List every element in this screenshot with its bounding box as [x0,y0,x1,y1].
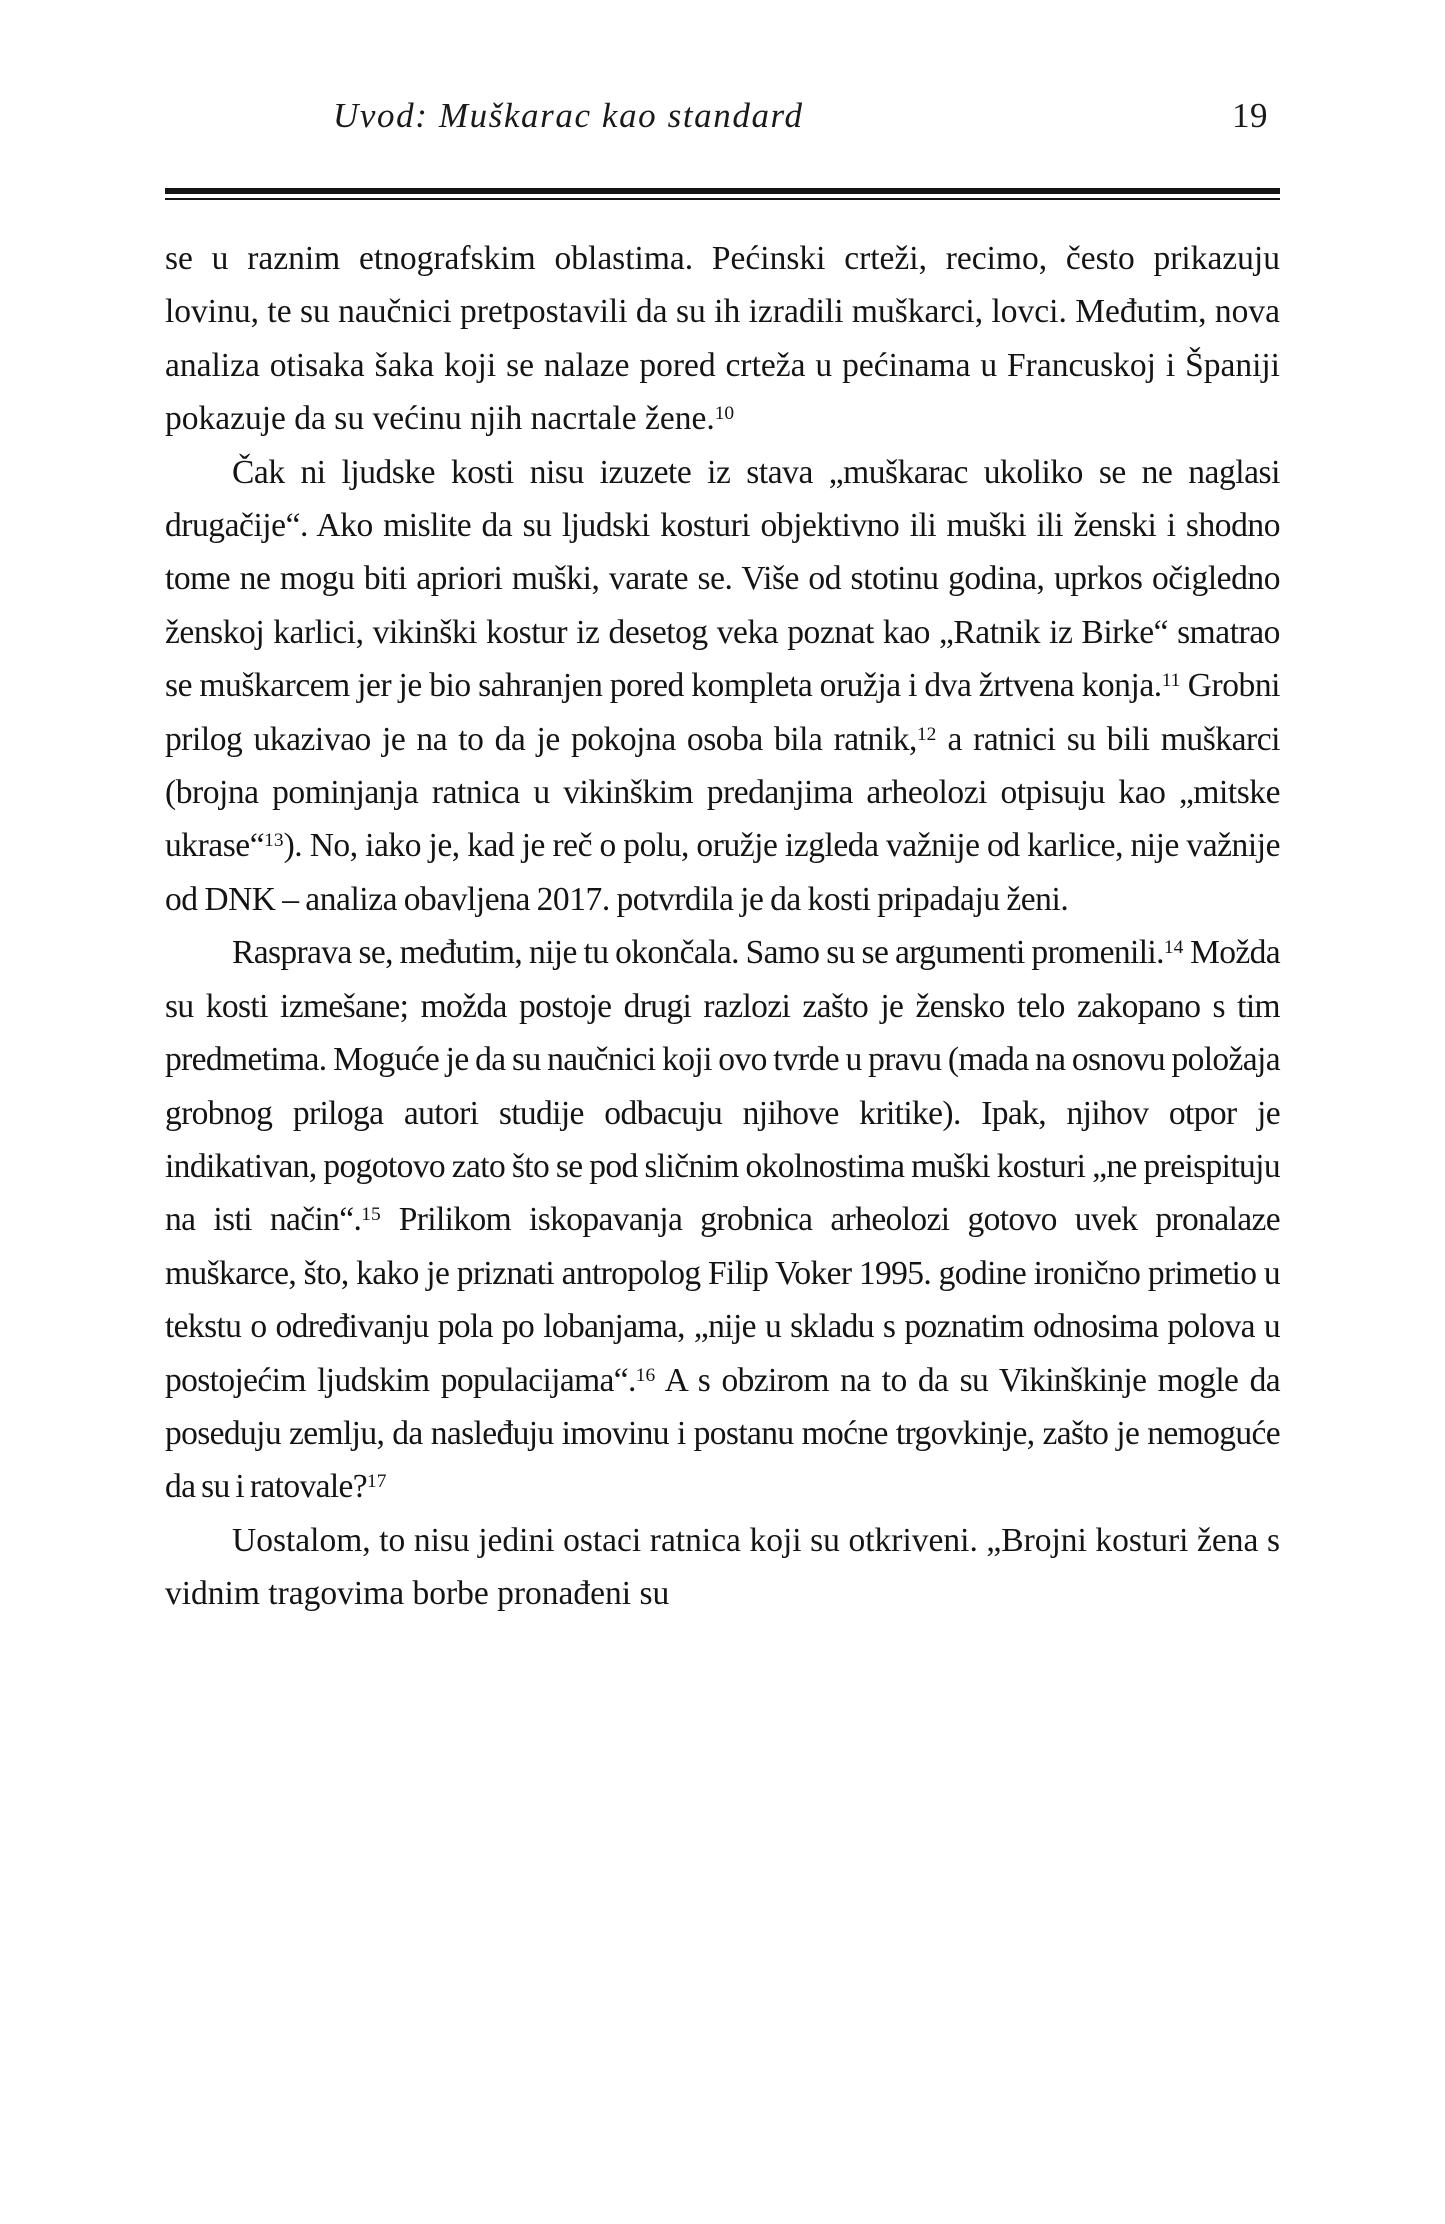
footnote-marker-14[interactable]: 14 [1163,937,1184,959]
body-text [165,232,1280,1621]
running-head [165,96,1280,160]
paragraph-other-remains [165,1514,1280,1621]
footnote-marker-13[interactable]: 13 [264,830,284,852]
paragraph-text: ). No, iako je, kad je reč o polu, oružje izgleda važnije od karlice, nije važnije od DNK – analiza obavljena 2017. potvrdila je da kosti pripadaju ženi. [165,827,1280,918]
footnote-marker-16[interactable]: 16 [635,1364,656,1386]
paragraph-text: Prilikom iskopavanja grobnica arheolozi gotovo uvek pronalaze muškarce, što, kako je priznati antropolog Filip Voker 1995. godine ironično primetio u tekstu o određivanju pola po lobanjama, „nije u skladu s poznatim odnosima polova u postojećim ljudskim populacijama“. [165,1201,1281,1399]
paragraph-cave-drawings [165,232,1280,446]
paragraph-text: A s obzirom na to da su Vikinškinje mogle da poseduju zemlju, da nasleđuju imovinu i postanu moćne trgovkinje, zašto je nemoguće da su i ratovale? [165,1361,1281,1506]
paragraph-debate [165,926,1280,1513]
paragraph-text: se u raznim etnografskim oblastima. Pećinski crteži, recimo, često prikazuju lovinu, te su naučnici pretpostavili da su ih izradili muškarci, lovci. Međutim, nova analiza otisaka šaka koji se nalaze pored crteža u pećinama u Francuskoj i Španiji pokazuje da su većinu njih nacrtale žene. [165,240,1280,438]
footnote-marker-11[interactable]: 11 [1161,670,1181,692]
footnote-marker-10[interactable]: 10 [714,403,735,425]
paragraph-text: Grobni prilog ukazivao je na to da je pokojna osoba bila ratnik, [165,667,1280,758]
paragraph-text: Uostalom, to nisu jedini ostaci ratnica koji su otkriveni. „Brojni kosturi žena s vidnim tragovima borbe pronađeni su [165,1521,1280,1613]
paragraph-text: Čak ni ljudske kosti nisu izuzete iz stava „muškarac ukoliko se ne naglasi drugačije“. Ako mislite da su ljudski kosturi objektivno ili muški ili ženski i shodno tome ne mogu biti apriori muški, varate se. Više od stotinu godina, uprkos očigledno ženskoj karlici, vikinški kostur iz desetog veka poznat kao „Ratnik iz Birke“ smatrao se muškarcem jer je bio sahranjen pored kompleta oružja i dva žrtvena konja. [165,453,1280,705]
paragraph-skeletons [165,446,1280,927]
rule-thin [165,198,1280,200]
paragraph-text: Rasprava se, međutim, nije tu okončala. Samo su se argumenti promenili. [232,934,1164,972]
footnote-marker-15[interactable]: 15 [361,1204,381,1226]
paragraph-text: a ratnici su bili muškarci (brojna pominjanja ratnica u vikinškim predanjima arheolozi otpisuju kao „mitske ukrase“ [165,720,1281,865]
paragraph-text: Možda su kosti izmešane; možda postoje drugi razlozi zašto je žensko telo zakopano s tim predmetima. Moguće je da su naučnici koji ovo tvrde u pravu (mada na osnovu položaja grobnog priloga autori studije odbacuju njihove kritike). Ipak, njihov otpor je indikativan, pogotovo zato što se pod sličnim okolnostima muški kosturi „ne preispituju na isti način“. [165,934,1280,1239]
footnote-marker-17[interactable]: 17 [367,1471,387,1493]
header-double-rule [165,188,1280,200]
footnote-marker-12[interactable]: 12 [916,723,937,745]
page-number: 19 [1232,96,1268,135]
running-head-title: Uvod: Muškarac kao standard [333,96,804,135]
